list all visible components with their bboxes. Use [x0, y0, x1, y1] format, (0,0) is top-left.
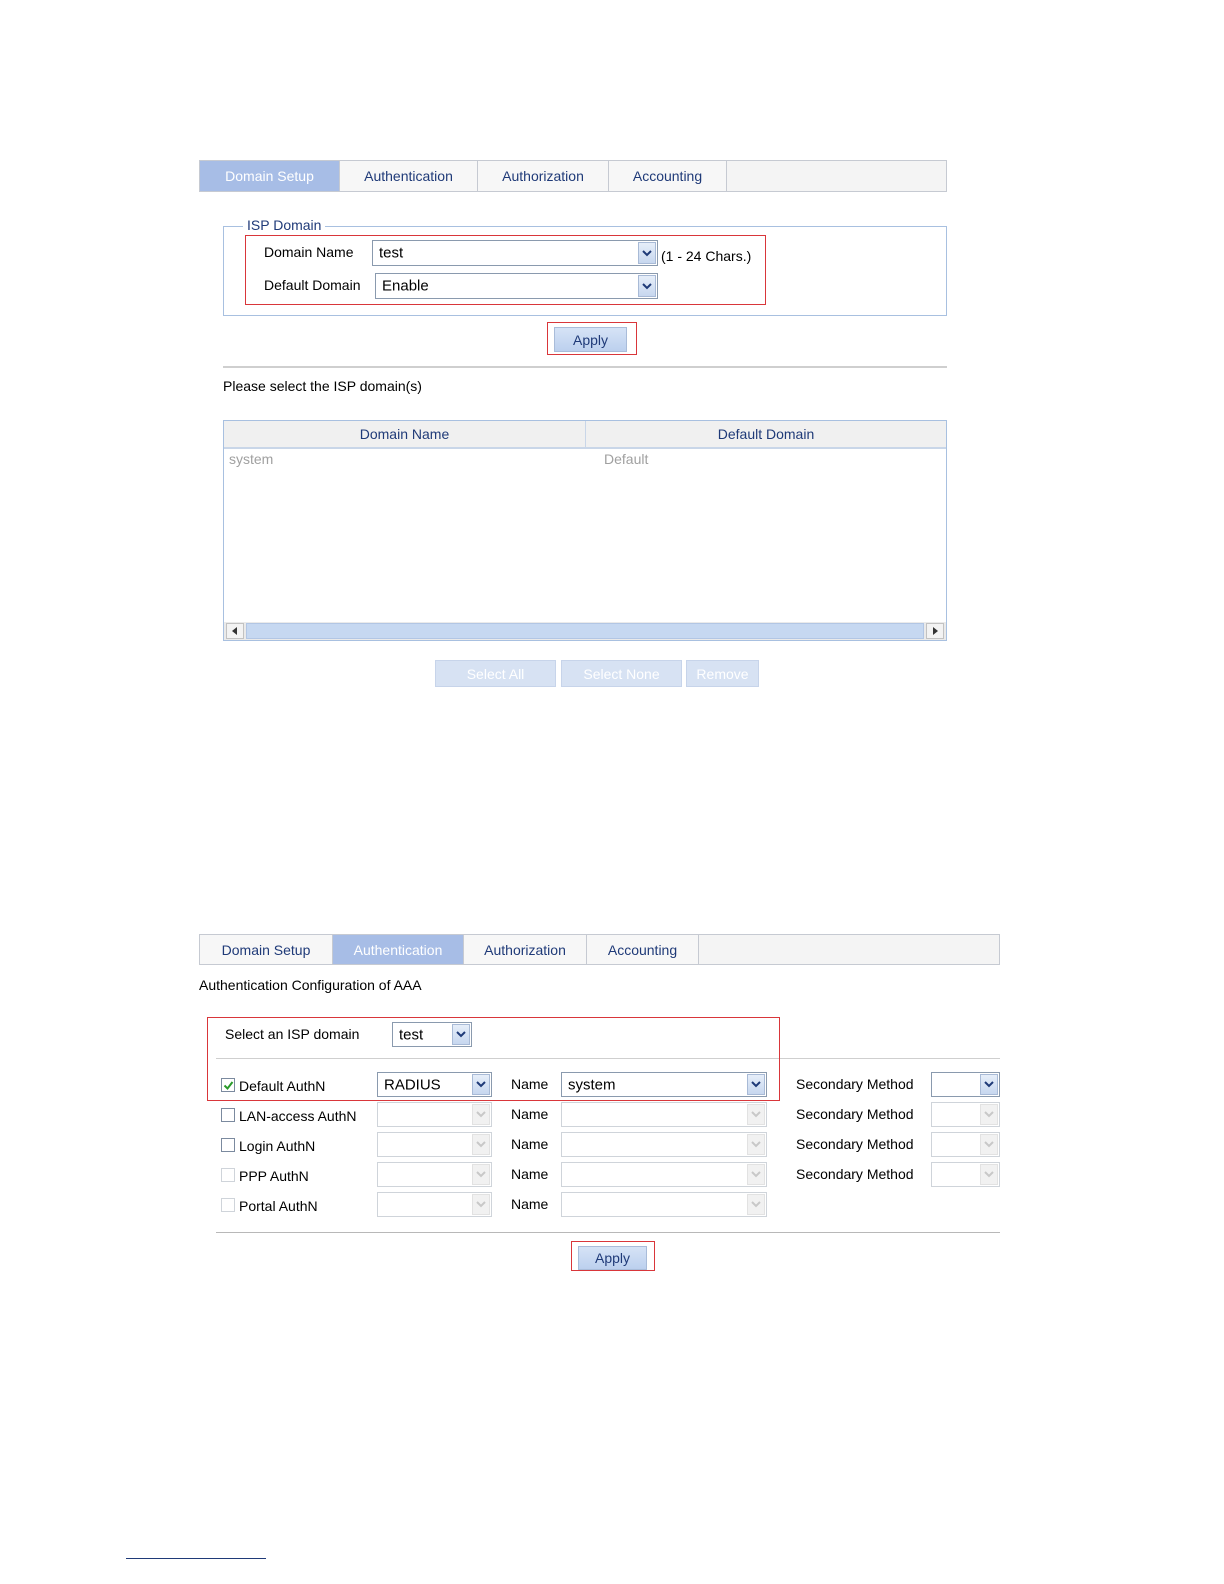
lan-access-authn-label: LAN-access AuthN [239, 1108, 357, 1124]
scroll-right-icon[interactable] [926, 623, 944, 639]
chevron-down-icon[interactable] [980, 1074, 998, 1095]
domain-name-hint: (1 - 24 Chars.) [661, 248, 752, 264]
lan-access-authn-secondary-label: Secondary Method [796, 1106, 914, 1122]
default-domain-value: Enable [382, 277, 429, 295]
isp-domain-table [223, 420, 947, 641]
divider [223, 366, 947, 368]
lan-access-authn-method-select[interactable] [377, 1102, 492, 1127]
chevron-down-icon [980, 1104, 998, 1125]
select-isp-value: test [399, 1026, 424, 1043]
ppp-authn-method-select[interactable] [377, 1162, 492, 1187]
login-authn-name-select[interactable] [561, 1132, 767, 1157]
scroll-left-icon[interactable] [226, 623, 244, 639]
portal-authn-name-select[interactable] [561, 1192, 767, 1217]
select-isp-prompt: Please select the ISP domain(s) [223, 378, 422, 394]
tab-authentication[interactable]: Authentication [340, 161, 478, 191]
login-authn-method-select[interactable] [377, 1132, 492, 1157]
login-authn-secondary-select[interactable] [931, 1132, 1000, 1157]
select-all-button[interactable]: Select All [435, 660, 556, 687]
lan-access-authn-checkbox[interactable] [221, 1108, 235, 1122]
chevron-down-icon [747, 1164, 765, 1185]
chevron-down-icon [747, 1134, 765, 1155]
remove-button[interactable]: Remove [686, 660, 759, 687]
login-authn-checkbox[interactable] [221, 1138, 235, 1152]
horizontal-scrollbar[interactable] [224, 622, 946, 640]
highlight-apply-button [571, 1241, 655, 1271]
select-isp-label: Select an ISP domain [225, 1026, 360, 1042]
table-row-domain-name[interactable]: system [229, 451, 274, 467]
lan-access-authn-name-select[interactable] [561, 1102, 767, 1127]
scrollbar-thumb[interactable] [246, 623, 924, 639]
tab-domain-setup[interactable]: Domain Setup [200, 935, 333, 964]
section-title: Authentication Configuration of AAA [199, 977, 422, 993]
login-authn-label: Login AuthN [239, 1138, 316, 1154]
table-row-default-domain[interactable]: Default [604, 451, 649, 467]
highlight-apply-button [547, 322, 637, 355]
apply-button[interactable]: Apply [554, 327, 627, 352]
default-authn-secondary-label: Secondary Method [796, 1076, 914, 1092]
ppp-authn-name-select[interactable] [561, 1162, 767, 1187]
portal-authn-label: Portal AuthN [239, 1198, 318, 1214]
lan-access-authn-secondary-select[interactable] [931, 1102, 1000, 1127]
ppp-authn-label: PPP AuthN [239, 1168, 309, 1184]
default-domain-label: Default Domain [264, 277, 361, 293]
tab-accounting[interactable]: Accounting [587, 935, 699, 964]
chevron-down-icon [472, 1194, 490, 1215]
default-authn-name-label: Name [511, 1076, 549, 1092]
chevron-down-icon [472, 1104, 490, 1125]
tab-authorization[interactable]: Authorization [464, 935, 587, 964]
ppp-authn-checkbox[interactable] [221, 1168, 235, 1182]
tab-authorization[interactable]: Authorization [478, 161, 609, 191]
default-authn-name-value: system [568, 1076, 616, 1093]
highlight-authn-config [207, 1017, 780, 1101]
chevron-down-icon [747, 1194, 765, 1215]
domain-name-value: test [379, 244, 404, 262]
screen1-tab-bar [199, 160, 947, 192]
chevron-down-icon [747, 1104, 765, 1125]
divider [216, 1232, 1000, 1233]
login-authn-secondary-label: Secondary Method [796, 1136, 914, 1152]
chevron-down-icon [980, 1164, 998, 1185]
default-authn-method-value: RADIUS [384, 1076, 441, 1093]
portal-authn-method-select[interactable] [377, 1192, 492, 1217]
default-authn-label: Default AuthN [239, 1078, 326, 1094]
highlight-domain-fields [245, 235, 766, 305]
login-authn-name-label: Name [511, 1136, 549, 1152]
column-header-default-domain[interactable]: Default Domain [586, 421, 946, 449]
select-none-button[interactable]: Select None [561, 660, 682, 687]
chevron-down-icon [472, 1134, 490, 1155]
portal-authn-checkbox[interactable] [221, 1198, 235, 1212]
ppp-authn-secondary-label: Secondary Method [796, 1166, 914, 1182]
tab-accounting[interactable]: Accounting [609, 161, 727, 191]
tab-domain-setup[interactable]: Domain Setup [200, 161, 340, 191]
lan-access-authn-name-label: Name [511, 1106, 549, 1122]
chevron-down-icon [980, 1134, 998, 1155]
ppp-authn-secondary-select[interactable] [931, 1162, 1000, 1187]
isp-domain-legend: ISP Domain [243, 217, 325, 233]
apply-button[interactable]: Apply [578, 1246, 647, 1270]
tab-authentication[interactable]: Authentication [333, 935, 464, 964]
footnote-rule [126, 1558, 266, 1559]
portal-authn-name-label: Name [511, 1196, 549, 1212]
column-header-domain-name[interactable]: Domain Name [224, 421, 586, 449]
default-authn-secondary-select[interactable] [931, 1072, 1000, 1097]
ppp-authn-name-label: Name [511, 1166, 549, 1182]
chevron-down-icon [472, 1164, 490, 1185]
domain-name-label: Domain Name [264, 244, 354, 260]
screen2-tab-bar [199, 934, 1000, 965]
